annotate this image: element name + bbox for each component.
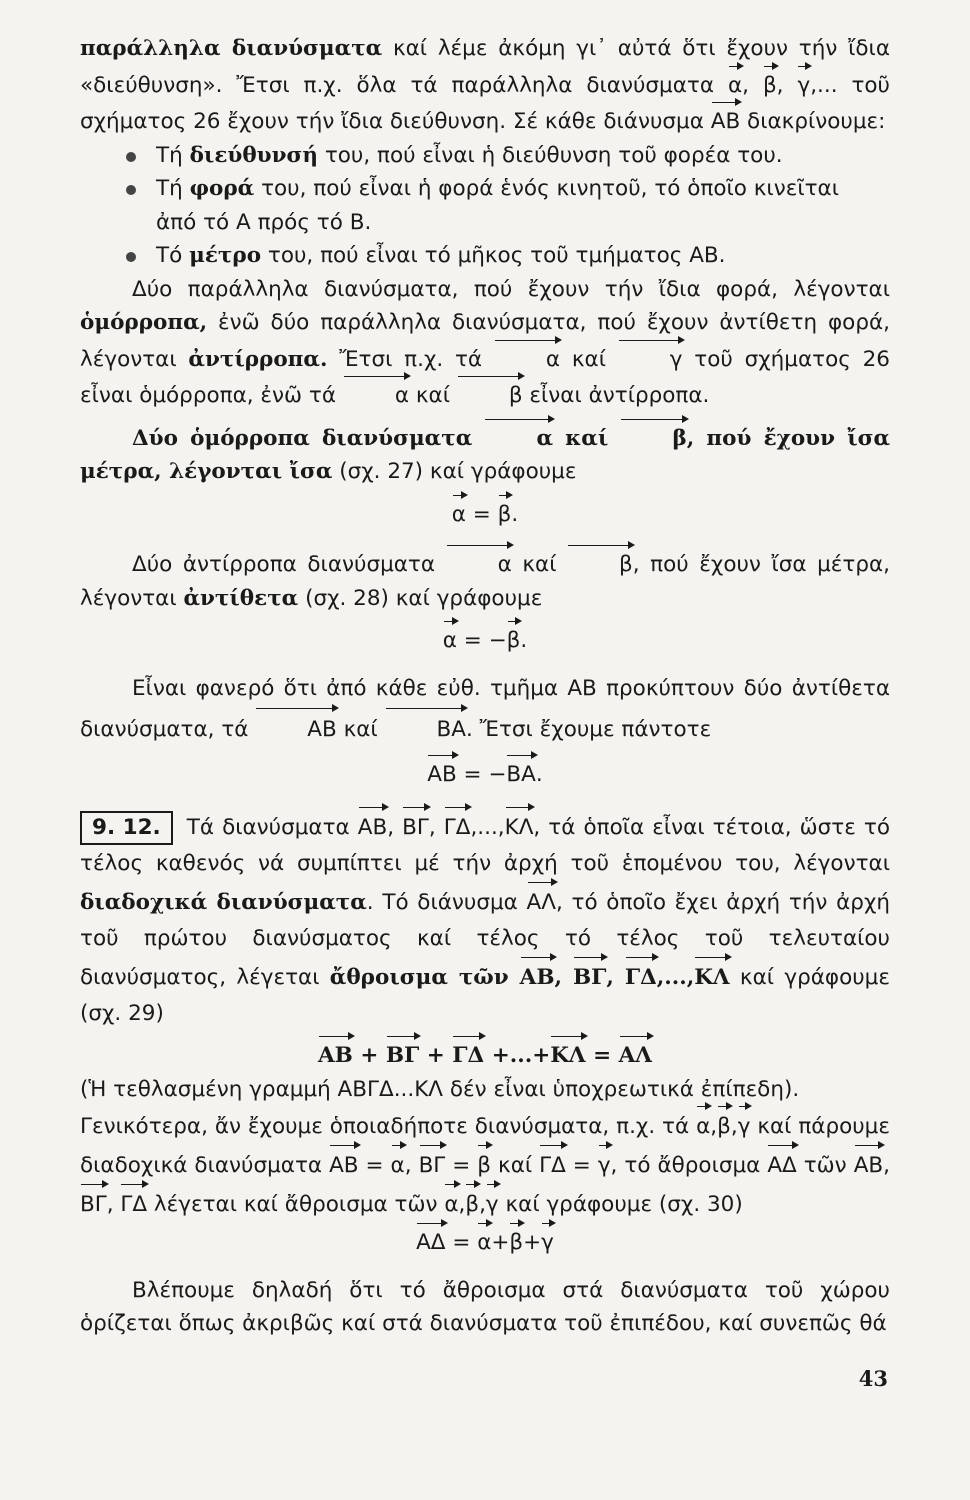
text: . [511, 501, 519, 527]
text: , [554, 965, 573, 990]
vector-al: ΑΛ [619, 1036, 652, 1073]
vector-alpha: α [452, 495, 466, 532]
vector-ab: ΑΒ [329, 1145, 358, 1184]
term-same-sense: ὁμόρροπα, [80, 310, 208, 335]
text: , [106, 1192, 121, 1217]
vector-ba: ΒΑ [506, 755, 535, 792]
vector-alpha: α [477, 1223, 491, 1260]
text: καί [560, 346, 618, 372]
term-sense: φορά [189, 176, 255, 201]
text: . Ἔτσι ἔχουμε πάντοτε [466, 716, 712, 742]
vector-bg: ΒΓ [573, 957, 606, 996]
vector-beta: β [620, 419, 686, 456]
vector-kl: ΚΛ [550, 1036, 585, 1073]
bullet-dot-icon [126, 252, 136, 262]
text: Γενικότερα, ἄν ἔχουμε ὁποιαδήποτε διανύσματα, π.χ. τά [80, 1114, 697, 1139]
text: Εἶναι φανερό ὅτι ἀπό κάθε εὐθ. τμῆμα ΑΒ προκύπτουν δύο ἀντίθετα διανύσματα, τά [80, 675, 890, 742]
operator: + [523, 1230, 542, 1255]
text: , [730, 1114, 738, 1139]
text: , [710, 1114, 718, 1139]
term-magnitude: μέτρο [189, 243, 262, 268]
text: του, πού εἶναι τό μῆκος τοῦ τμήματος ΑΒ. [261, 243, 726, 268]
operator: = [565, 1153, 598, 1178]
vector-al: ΑΛ [527, 882, 556, 921]
text: καί [409, 383, 457, 408]
operator: = [585, 1043, 619, 1068]
vector-alpha: α [446, 545, 512, 582]
formula-sum-successive [80, 1036, 890, 1073]
term-direction: διεύθυνσή [189, 142, 318, 168]
vector-gamma: γ [797, 66, 810, 103]
vector-kl: ΚΛ [505, 807, 534, 846]
definition-text: καί [552, 425, 621, 451]
paragraph-same-opposite [80, 273, 890, 413]
text: (σχ. 28) καί γράφουμε [298, 585, 543, 611]
section-number-badge: 9. 12. [80, 811, 173, 845]
text: καί γράφουμε (σχ. 29) [80, 965, 890, 1026]
term-sum: ἄθροισμα τῶν [329, 965, 520, 990]
paragraph-parallel [80, 32, 890, 139]
text: καί πάρουμε διαδοχικά διανύσματα [80, 1114, 890, 1178]
text: , [428, 815, 444, 840]
formula-ab-ba [80, 755, 890, 792]
term-parallel-vectors: παράλληλα διανύσματα [80, 36, 383, 61]
text: Τή [156, 142, 190, 168]
operator: = − [456, 761, 507, 787]
text: ,..., [656, 965, 695, 990]
paragraph-successive [80, 807, 890, 1032]
text: του, πού εἶναι ἡ διεύθυνση τοῦ φορέα του. [318, 142, 783, 168]
text: Δύο παράλληλα διανύσματα, πού ἔχουν τήν ἴδια φορά, λέγονται [132, 276, 890, 302]
vector-ab: ΑΒ [854, 1145, 883, 1184]
vector-gd: ΓΔ [120, 1184, 147, 1223]
paragraph-conclusion: Βλέπουμε δηλαδή ὅτι τό ἄθροισμα στά διανύσματα τοῦ χώρου ὁρίζεται ὅπως ἀκριβῶς καί στά διανύσματα τοῦ ἐπιπέδου, καί συνεπῶς θά [80, 1277, 890, 1336]
vector-gamma: γ [618, 340, 683, 377]
vector-beta: β [465, 1184, 479, 1223]
vector-beta: β [509, 1223, 523, 1260]
vector-ab: ΑΒ [255, 708, 336, 749]
text: , [387, 815, 403, 840]
vector-beta: β [498, 495, 512, 532]
vector-alpha: α [696, 1106, 710, 1145]
vector-alpha: α [343, 376, 409, 413]
vector-ab: ΑΒ [427, 755, 456, 792]
operator: = [465, 501, 498, 527]
vector-gd: ΓΔ [625, 957, 657, 996]
vector-gamma: γ [486, 1184, 499, 1223]
paragraph-ab-ba [80, 670, 890, 749]
text: Τό [156, 243, 190, 268]
bullet-sense [80, 172, 890, 206]
definition-text: , πού ἔχουν ἴσα μέτρα, λέγονται ἴσα [80, 425, 890, 484]
vector-ad: ΑΔ [767, 1145, 796, 1184]
operator: = [445, 1153, 478, 1178]
bullet-dot-icon [126, 185, 136, 195]
vector-alpha: α [494, 340, 560, 377]
definition-text: Δύο ὁμόρροπα διανύσματα [132, 425, 485, 451]
vector-bg: ΒΓ [402, 807, 429, 846]
text: , [742, 72, 763, 98]
vector-alpha: α [728, 66, 742, 103]
vector-beta: β [763, 66, 777, 103]
operator: = [445, 1230, 478, 1255]
vector-beta: β [507, 621, 521, 658]
bullet-direction [80, 139, 890, 173]
page-text [80, 32, 890, 1341]
text: τοῦ σχήματος 26 εἶναι ὁμόρροπα, ἐνῶ τά [80, 346, 890, 408]
operator: + [419, 1043, 453, 1068]
operator: = [358, 1153, 391, 1178]
operator: +...+ [484, 1043, 551, 1068]
vector-gamma: γ [541, 1223, 554, 1260]
bullet-magnitude [80, 239, 890, 273]
text: , [883, 1153, 890, 1178]
text: , τό ἄθροισμα [610, 1153, 768, 1178]
vector-alpha: α [444, 1184, 458, 1223]
text: , [479, 1192, 486, 1217]
formula-sum-abc [80, 1223, 890, 1260]
text: Δύο ἀντίρροπα διανύσματα [132, 552, 446, 577]
vector-gd: ΓΔ [444, 807, 471, 846]
vector-alpha: α [484, 419, 553, 456]
term-opposite-sense: ἀντίρροπα. [188, 346, 328, 372]
vector-beta: β [457, 376, 523, 413]
vector-bg: ΒΓ [80, 1184, 107, 1223]
formula-equal [80, 495, 890, 532]
operator: = − [456, 628, 507, 653]
operator: + [352, 1043, 386, 1068]
page-number: 43 [858, 1366, 888, 1391]
text: του, πού εἶναι ἡ φορά ἑνός κινητοῦ, τό ὁποῖο κινεῖται [254, 176, 840, 201]
paragraph-general-sum [80, 1106, 890, 1223]
bullet-sense-continuation: ἀπό τό Α πρός τό Β. [156, 209, 372, 235]
vector-bg: ΒΓ [386, 1036, 419, 1073]
paragraph-equal-definition [80, 419, 890, 489]
text: ,... τοῦ σχήματος 26 ἔχουν τήν ἴδια διεύθυνση. Σέ κάθε διάνυσμα [80, 72, 891, 134]
text: Τή [156, 176, 190, 201]
text: τῶν [796, 1153, 854, 1178]
vector-alpha: α [443, 621, 457, 658]
vector-gd: ΓΔ [539, 1145, 566, 1184]
term-opposite: ἀντίθετα [183, 585, 299, 611]
text: Ἔτσι π.χ. τά [327, 346, 494, 372]
vector-beta: β [567, 545, 633, 582]
vector-alpha: α [391, 1145, 405, 1184]
vector-kl: ΚΛ [694, 957, 729, 996]
text: , πού ἔχουν ἴσα μέτρα, λέγονται [80, 552, 891, 611]
text: καί γράφουμε (σχ. 30) [498, 1192, 743, 1217]
formula-opposite [80, 621, 890, 658]
vector-gamma: γ [738, 1106, 751, 1145]
text: Τά διανύσματα [186, 815, 358, 840]
vector-beta: β [477, 1145, 491, 1184]
vector-ab: ΑΒ [520, 957, 555, 996]
text: καί λέμε ἀκόμη γι᾿ αὐτά ὅτι ἔχουν τήν ἴδια «διεύθυνση». Ἔτσι π.χ. ὅλα τά παράλληλα διανύσματα [80, 36, 890, 98]
operator: + [491, 1230, 510, 1255]
vector-ab: ΑΒ [711, 102, 740, 139]
vector-ba: ΒΑ [385, 708, 466, 749]
paragraph-note: (Ἡ τεθλασμένη γραμμή ΑΒΓΔ...ΚΛ δέν εἶναι ὑποχρεωτικά ἐπίπεδη). [80, 1076, 800, 1102]
text: καί [491, 1153, 540, 1178]
text: ἐνῶ δύο παράλληλα διανύσματα, πού ἔχουν ἀντίθετη φορά, λέγονται [80, 310, 890, 372]
text: . Τό διάνυσμα [366, 890, 527, 915]
vector-ab: ΑΒ [358, 807, 387, 846]
text: , τά ὁποῖα εἶναι τέτοια, ὥστε τό τέλος καθενός νά συμπίπτει μέ τήν ἀρχή τοῦ ἑπομένου του, λέγονται [80, 815, 890, 876]
text: , [776, 72, 798, 98]
text: καί [336, 716, 385, 742]
text: , [606, 965, 625, 990]
text: . [535, 761, 543, 787]
text: εἶναι ἀντίρροπα. [522, 383, 710, 408]
vector-ad: ΑΔ [416, 1223, 445, 1260]
text: , [404, 1153, 419, 1178]
text: (σχ. 27) καί γράφουμε [332, 459, 577, 484]
text: ,..., [470, 815, 505, 840]
vector-ab: ΑΒ [318, 1036, 353, 1073]
bullet-dot-icon [126, 152, 136, 162]
vector-beta: β [717, 1106, 731, 1145]
paragraph-opposite-definition [80, 545, 890, 615]
text: λέγεται καί ἄθροισμα τῶν [147, 1192, 445, 1217]
text: , τό ὁποῖο ἔχει ἀρχή τήν ἀρχή τοῦ πρώτου διανύσματος καί τέλος τό τέλος τοῦ τελευταίου διανύσματος, λέγεται [80, 890, 891, 990]
vector-bg: ΒΓ [419, 1145, 446, 1184]
vector-gd: ΓΔ [452, 1036, 484, 1073]
text: διακρίνουμε: [740, 109, 886, 134]
term-successive-vectors: διαδοχικά διανύσματα [80, 890, 367, 915]
vector-gamma: γ [598, 1145, 611, 1184]
text: , [458, 1192, 466, 1217]
text: . [520, 628, 528, 653]
text: καί [511, 552, 568, 577]
